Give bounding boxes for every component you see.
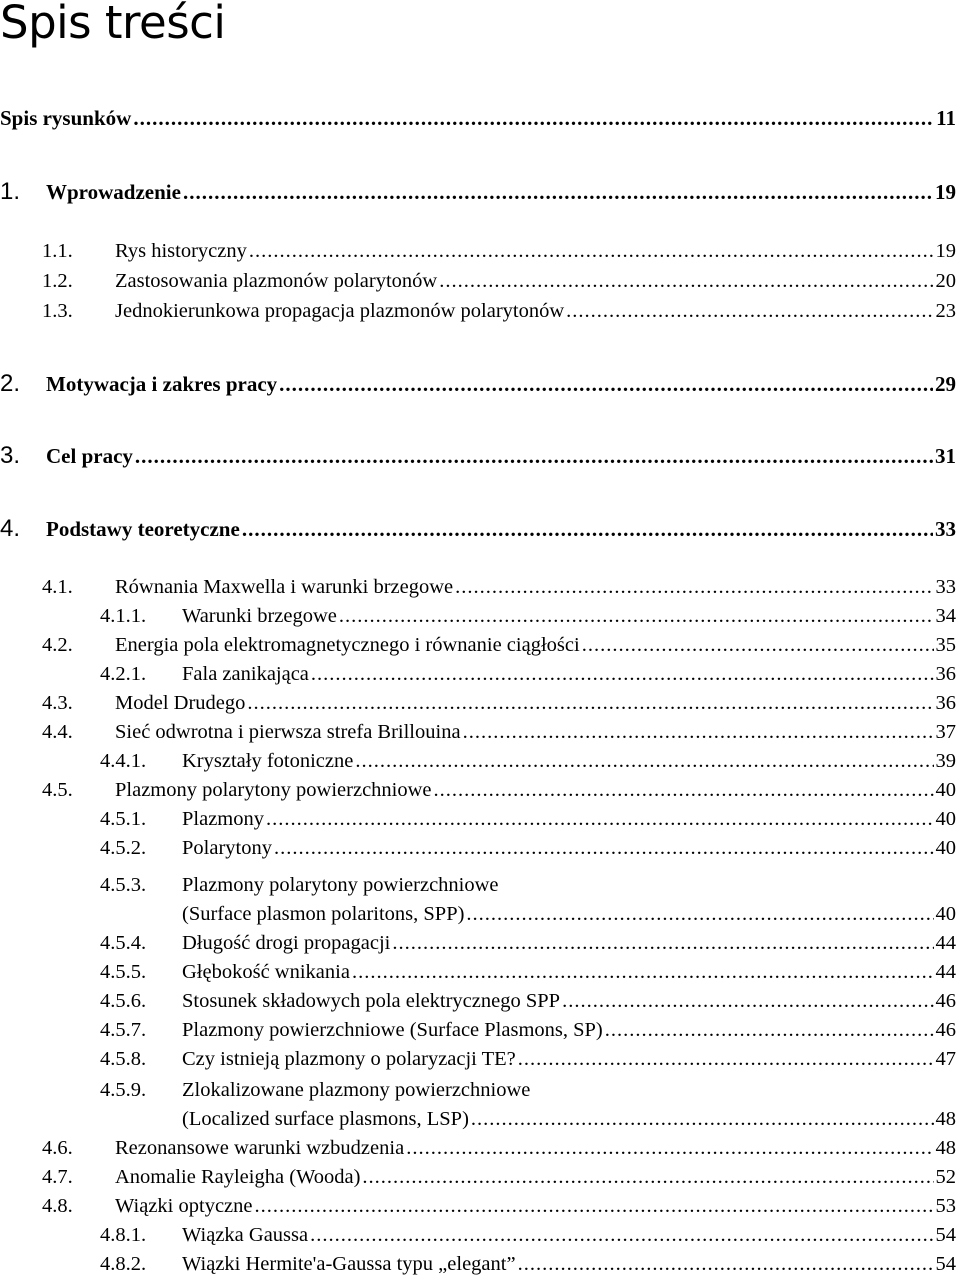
toc-entry[interactable] (42, 688, 956, 718)
dot-leader (310, 1220, 933, 1250)
toc-entry-number: 2. (0, 370, 21, 397)
dot-leader (434, 775, 934, 805)
toc-entry-page: 34 (935, 605, 956, 627)
toc-entry-page: 20 (935, 270, 956, 292)
toc-entry-number: 4.8.1. (100, 1224, 147, 1246)
page-title: Spis treści (0, 0, 226, 49)
dot-leader (605, 1015, 934, 1045)
dot-leader (352, 957, 934, 987)
dot-leader (133, 103, 934, 133)
toc-entry-title: Długość drogi propagacji (182, 932, 391, 954)
toc-entry[interactable] (100, 1044, 956, 1074)
toc-entry[interactable] (100, 746, 956, 776)
dot-leader (518, 1249, 934, 1279)
toc-entry[interactable] (42, 1191, 956, 1221)
toc-entry[interactable] (100, 601, 956, 631)
toc-entry-number: 4.5.6. (100, 990, 147, 1012)
toc-entry-title: Anomalie Rayleigha (Wooda) (115, 1166, 361, 1188)
toc-entry[interactable] (0, 369, 956, 399)
toc-entry-page: 19 (935, 240, 956, 262)
toc-entry[interactable] (100, 986, 956, 1016)
toc-entry-number: 4.4. (42, 721, 73, 743)
toc-entry-title: Wiązki Hermite'a-Gaussa typu „elegant” (182, 1253, 516, 1275)
toc-entry-title: Warunki brzegowe (182, 605, 337, 627)
toc-entry-page: 44 (935, 961, 956, 983)
toc-entry-title-continued: (Surface plasmon polaritons, SPP) (182, 903, 465, 925)
toc-entry-title: Czy istnieją plazmony o polaryzacji TE? (182, 1048, 516, 1070)
toc-entry-number: 1.2. (42, 270, 73, 292)
toc-entry[interactable] (100, 804, 956, 834)
toc-entry-page: 23 (935, 300, 956, 322)
toc-entry-title: Plazmony powierzchniowe (Surface Plasmons, SP) (182, 1019, 603, 1041)
dot-leader (566, 296, 933, 326)
toc-entry-page: 53 (935, 1195, 956, 1217)
toc-entry-title: Plazmony polarytony powierzchniowe (115, 779, 432, 801)
dot-leader (463, 717, 934, 747)
toc-entry-title: Podstawy teoretyczne (46, 517, 240, 541)
toc-entry[interactable] (100, 1249, 956, 1279)
toc-entry-title-continued: (Localized surface plasmons, LSP) (182, 1108, 469, 1130)
toc-entry[interactable] (42, 296, 956, 326)
toc-entry-title: Plazmony (182, 808, 264, 830)
toc-entry-title: Rys historyczny (115, 240, 247, 262)
toc-entry-title: Zlokalizowane plazmony powierzchniowe (182, 1079, 531, 1101)
dot-leader (279, 369, 933, 399)
toc-entry-number: 4.1. (42, 576, 73, 598)
dot-leader (311, 659, 934, 689)
toc-entry-page: 33 (935, 576, 956, 598)
toc-entry-title: Cel pracy (46, 444, 133, 468)
dot-leader (183, 177, 933, 207)
dot-leader (135, 441, 933, 471)
toc-entry[interactable] (42, 630, 956, 660)
toc-entry-number: 4.7. (42, 1166, 73, 1188)
toc-entry-page: 52 (935, 1166, 956, 1188)
toc-entry[interactable] (0, 177, 956, 207)
toc-entry[interactable] (100, 659, 956, 689)
toc-entry-page: 54 (935, 1224, 956, 1246)
toc-entry-first-line[interactable] (100, 870, 499, 900)
toc-entry-page: 35 (935, 634, 956, 656)
toc-entry-number: 4.2.1. (100, 663, 147, 685)
toc-entry-number: 4.2. (42, 634, 73, 656)
toc-entry-title: Głębokość wnikania (182, 961, 350, 983)
toc-entry[interactable] (0, 441, 956, 471)
toc-entry-title: Rezonansowe warunki wzbudzenia (115, 1137, 405, 1159)
dot-leader (466, 899, 933, 929)
toc-entry-number: 4.6. (42, 1137, 73, 1159)
toc-entry-page: 37 (935, 721, 956, 743)
toc-entry-page: 40 (935, 903, 956, 925)
dot-leader (355, 746, 933, 776)
toc-entry-number: 1. (0, 178, 21, 205)
toc-entry[interactable] (182, 1104, 956, 1134)
toc-entry[interactable] (42, 717, 956, 747)
toc-entry-page: 47 (935, 1048, 956, 1070)
dot-leader (471, 1104, 934, 1134)
toc-entry[interactable] (100, 1015, 956, 1045)
toc-entry[interactable] (42, 775, 956, 805)
toc-entry-page: 33 (935, 517, 956, 541)
dot-leader (439, 266, 933, 296)
toc-entry-page: 31 (935, 444, 956, 468)
dot-leader (249, 236, 934, 266)
toc-entry-page: 39 (935, 750, 956, 772)
dot-leader (455, 572, 933, 602)
toc-entry-number: 4.4.1. (100, 750, 147, 772)
dot-leader (274, 833, 934, 863)
toc-entry[interactable] (100, 928, 956, 958)
toc-entry-title: Polarytony (182, 837, 272, 859)
toc-entry-page: 48 (935, 1137, 956, 1159)
toc-entry[interactable] (182, 899, 956, 929)
toc-entry-number: 4.5.9. (100, 1079, 147, 1101)
toc-entry-page: 40 (935, 779, 956, 801)
toc-entry-page: 40 (935, 837, 956, 859)
toc-entry[interactable] (42, 266, 956, 296)
toc-entry-page: 54 (935, 1253, 956, 1275)
toc-entry-number: 3. (0, 442, 21, 469)
toc-entry-number: 4.5.1. (100, 808, 147, 830)
toc-entry-title: Energia pola elektromagnetycznego i równanie ciągłości (115, 634, 580, 656)
toc-entry-page: 44 (935, 932, 956, 954)
toc-entry-page: 29 (935, 372, 956, 396)
toc-entry[interactable] (42, 1133, 956, 1163)
dot-leader (392, 928, 933, 958)
toc-entry-number: 4.5. (42, 779, 73, 801)
dot-leader (266, 804, 934, 834)
toc-entry-title: Model Drudego (115, 692, 246, 714)
dot-leader (254, 1191, 933, 1221)
dot-leader (242, 514, 933, 544)
toc-entry-number: 4.5.7. (100, 1019, 147, 1041)
dot-leader (562, 986, 933, 1016)
toc-entry-number: 4.5.2. (100, 837, 147, 859)
toc-entry-number: 4.8.2. (100, 1253, 147, 1275)
toc-entry-title: Spis rysunków (0, 106, 132, 130)
toc-entry[interactable] (0, 103, 956, 133)
toc-entry[interactable] (100, 957, 956, 987)
toc-entry-page: 40 (935, 808, 956, 830)
toc-entry-number: 4.3. (42, 692, 73, 714)
dot-leader (247, 688, 933, 718)
toc-entry-number: 4.5.4. (100, 932, 147, 954)
toc-entry-title: Równania Maxwella i warunki brzegowe (115, 576, 454, 598)
toc-entry-title: Jednokierunkowa propagacja plazmonów polarytonów (115, 300, 565, 322)
toc-entry-page: 46 (935, 1019, 956, 1041)
toc-entry-first-line[interactable] (100, 1075, 530, 1105)
toc-entry[interactable] (100, 833, 956, 863)
toc-entry-title: Fala zanikająca (182, 663, 309, 685)
toc-entry-number: 4.5.8. (100, 1048, 147, 1070)
toc-entry-number: 4.5.5. (100, 961, 147, 983)
toc-entry-number: 4.8. (42, 1195, 73, 1217)
toc-entry-title: Motywacja i zakres pracy (46, 372, 278, 396)
toc-entry-number: 4.5.3. (100, 874, 147, 896)
toc-entry[interactable] (42, 572, 956, 602)
toc-entry-page: 11 (936, 106, 956, 130)
toc-entry-page: 48 (935, 1108, 956, 1130)
toc-entry[interactable] (42, 236, 956, 266)
toc-entry-title: Zastosowania plazmonów polarytonów (115, 270, 438, 292)
toc-entry-title: Kryształy fotoniczne (182, 750, 354, 772)
dot-leader (362, 1162, 933, 1192)
toc-entry-number: 4. (0, 515, 21, 542)
toc-entry-number: 4.1.1. (100, 605, 147, 627)
toc-entry-number: 1.1. (42, 240, 73, 262)
toc-entry-page: 36 (935, 692, 956, 714)
toc-entry[interactable] (100, 1220, 956, 1250)
toc-entry-page: 36 (935, 663, 956, 685)
dot-leader (339, 601, 934, 631)
toc-entry-page: 46 (935, 990, 956, 1012)
toc-entry-title: Wiązka Gaussa (182, 1224, 309, 1246)
dot-leader (582, 630, 934, 660)
dot-leader (406, 1133, 933, 1163)
toc-entry-title: Wprowadzenie (46, 180, 181, 204)
toc-entry-page: 19 (935, 180, 956, 204)
toc-entry-title: Stosunek składowych pola elektrycznego SPP (182, 990, 561, 1012)
toc-entry[interactable] (0, 514, 956, 544)
toc-entry-number: 1.3. (42, 300, 73, 322)
dot-leader (518, 1044, 934, 1074)
toc-entry-title: Sieć odwrotna i pierwsza strefa Brillouina (115, 721, 461, 743)
toc-entry-title: Wiązki optyczne (115, 1195, 253, 1217)
toc-entry[interactable] (42, 1162, 956, 1192)
toc-entry-title: Plazmony polarytony powierzchniowe (182, 874, 499, 896)
